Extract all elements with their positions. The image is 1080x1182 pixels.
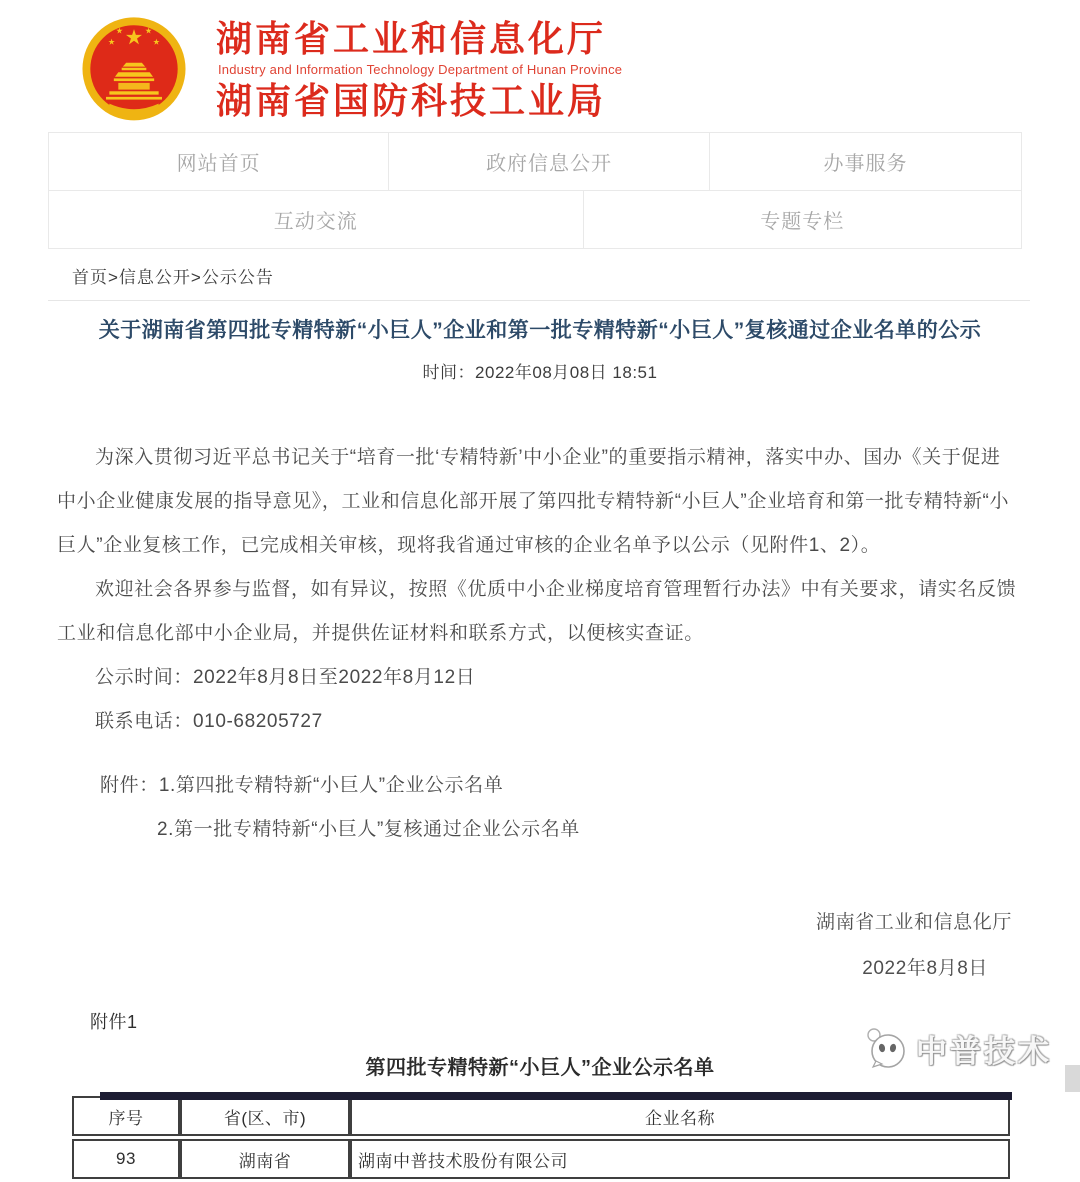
signature-date: 2022年8月8日: [862, 958, 988, 979]
signature-org: 湖南省工业和信息化厅: [815, 912, 1012, 933]
org-title-block: [216, 18, 622, 122]
watermark: [864, 1026, 1052, 1071]
table-row: [72, 1139, 1010, 1179]
cell-index: 93: [72, 1139, 180, 1179]
publish-time: 时间：2022年08月08日 18:51: [422, 363, 658, 382]
table-bottom-divider: [100, 1092, 1012, 1100]
nav-item-interaction[interactable]: 互动交流: [49, 191, 584, 248]
cell-company: 湖南中普技术股份有限公司: [350, 1139, 1010, 1179]
publish-window: 公示时间：2022年8月8日至2022年8月12日: [95, 667, 476, 688]
nav-item-special-columns[interactable]: 专题专栏: [760, 211, 845, 233]
org-name-english: Industry and Information Technology Department of Hunan Province: [218, 62, 623, 77]
org-name-secondary: 湖南省国防科技工业局: [216, 80, 607, 121]
wechat-logo-icon: [864, 1027, 908, 1071]
breadcrumb-bar: [48, 263, 1030, 301]
signature-block: [0, 900, 1012, 992]
main-nav: [48, 132, 1022, 249]
nav-item-gov-info[interactable]: 政府信息公开: [389, 133, 710, 190]
site-header: [0, 0, 1080, 131]
cell-province: 湖南省: [180, 1139, 350, 1179]
page-title: 关于湖南省第四批专精特新“小巨人”企业和第一批专精特新“小巨人”复核通过企业名单的公示: [98, 319, 982, 342]
attachment-2-name: 2.第一批专精特新“小巨人”复核通过企业公示名单: [157, 819, 580, 840]
attachment-1-name: 1.第四批专精特新“小巨人”企业公示名单: [158, 775, 504, 796]
article-body: [57, 436, 1020, 744]
paragraph: 欢迎社会各界参与监督，如有异议，按照《优质中小企业梯度培育管理暂行办法》中有关要求，请实名反馈工业和信息化部中小企业局，并提供佐证材料和联系方式，以便核实查证。: [57, 579, 1017, 644]
national-emblem-logo: [78, 14, 190, 126]
breadcrumb[interactable]: 首页>信息公开>公示公告: [72, 268, 274, 287]
scrollbar-fragment: [1065, 1065, 1080, 1092]
col-header-company: 企业名称: [350, 1096, 1010, 1136]
nav-item-services[interactable]: 办事服务: [823, 153, 908, 175]
attachment-item-1: [100, 764, 1020, 808]
attachment-list: [100, 764, 1020, 852]
annex-table-title: 第四批专精特新“小巨人”企业公示名单: [365, 1057, 715, 1079]
watermark-text: 中普技术: [916, 1034, 1052, 1069]
table-header-row: [72, 1096, 1010, 1136]
attachments-label: 附件：: [100, 775, 159, 796]
paragraph: 为深入贯彻习近平总书记关于“培育一批‘专精特新’中小企业”的重要指示精神，落实中办、国办《关于促进中小企业健康发展的指导意见》，工业和信息化部开展了第四批专精特新“小巨人”企业培育和第一批专精特新“小巨人”企业复核工作，已完成相关审核，现将我省通过审核的企业名单予以公示（见附件1、2）。: [57, 447, 1010, 556]
col-header-province: 省(区、市): [180, 1096, 350, 1136]
org-name-primary: 湖南省工业和信息化厅: [216, 18, 607, 59]
annex-label: 附件1: [90, 1012, 138, 1032]
nav-row-2: [49, 191, 1021, 248]
nav-item-home[interactable]: 网站首页: [49, 133, 389, 190]
contact-phone: 联系电话：010-68205727: [95, 711, 323, 732]
annex-table: [72, 1093, 1010, 1182]
nav-row-1: [49, 133, 1021, 191]
col-header-index: 序号: [72, 1096, 180, 1136]
